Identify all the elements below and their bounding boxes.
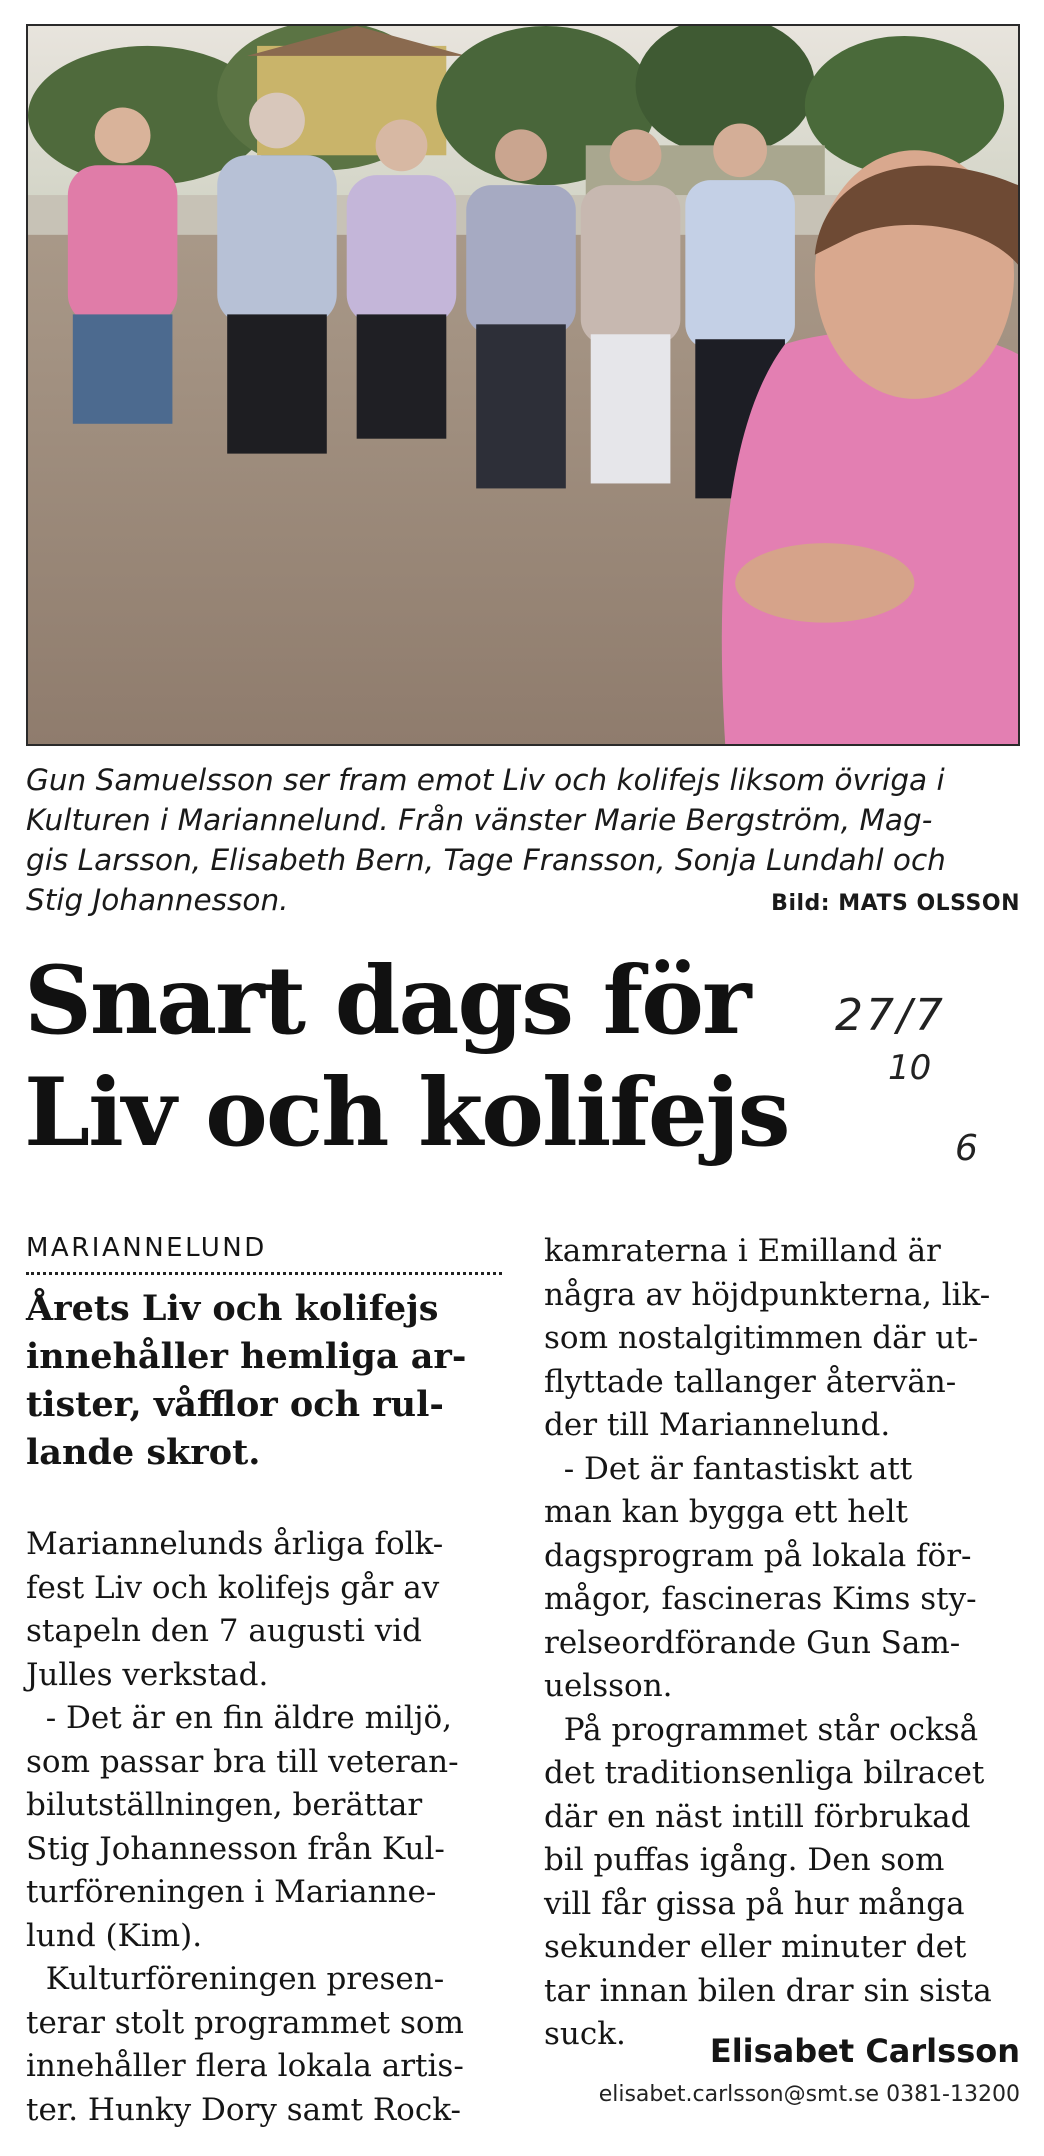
body-line: suck. [544,2016,626,2052]
ingress-line: tister, våfflor och rul- [26,1384,444,1425]
photo-credit: Bild: MATS OLSSON [771,891,1020,916]
headline [24,945,884,1169]
body-line: bilutställningen, berättar [26,1787,423,1823]
article-column-right [544,1230,1020,2057]
ingress-line: lande skrot. [26,1432,261,1473]
ingress [26,1285,502,1477]
body-line: vill får gissa på hur många [544,1885,965,1922]
body-line: Julles verkstad. [26,1656,269,1693]
body-line: terar stolt programmet som [26,2004,464,2041]
ingress-line: Årets Liv och kolifejs [26,1288,439,1329]
body-line: bil puffas igång. Den som [544,1842,945,1878]
caption-line: Kulturen i Mariannelund. Från vänster Marie Bergström, Mag- [26,803,933,837]
body-line: fest Liv och kolifejs går av [26,1569,440,1606]
body-line: På programmet står också [544,1711,979,1748]
dateline: MARIANNELUND [26,1228,502,1275]
author-byline: Elisabet Carlsson [709,2032,1020,2070]
body-line: dagsprogram på lokala för- [544,1537,972,1574]
author-contact: elisabet.carlsson@smt.se 0381-13200 [598,2082,1020,2107]
body-line: där en näst intill förbrukad [544,1798,971,1835]
body-line: det traditionsenliga bilracet [544,1755,985,1791]
body-line: som passar bra till veteran- [26,1743,459,1780]
body-line: kamraterna i Emilland är [544,1233,941,1269]
body-line: - Det är en fin äldre miljö, [26,1700,452,1736]
photo-caption [26,760,1020,924]
body-line: der till Mariannelund. [544,1407,891,1443]
handwritten-date: 27/7 [835,990,946,1041]
caption-line: gis Larsson, Elisabeth Bern, Tage Fransson, Sonja Lundahl och [26,843,946,877]
body-line: flyttade tallanger återvän- [544,1363,957,1400]
article-photo [26,24,1020,746]
body-line: man kan bygga ett helt [544,1494,908,1530]
body-line: innehåller flera lokala artis- [26,2048,464,2084]
ingress-line: innehåller hemliga ar- [26,1336,467,1377]
body-line: Stig Johannesson från Kul- [26,1830,445,1867]
body-line: uelsson. [544,1668,673,1704]
body-line: turföreningen i Marianne- [26,1874,437,1910]
body-line: sekunder eller minuter det [544,1929,967,1965]
body-line: tar innan bilen drar sin sista [544,1972,992,2009]
caption-line: Stig Johannesson. [26,883,289,917]
headline-line-1: Snart dags för [24,946,750,1056]
body-line: några av höjdpunkterna, lik- [544,1276,991,1313]
handwritten-page: 6 [955,1128,978,1169]
body-line: relseordförande Gun Sam- [544,1624,961,1661]
caption-last-line [26,880,1020,924]
body-line: lund (Kim). [26,1917,203,1954]
body-line: stapeln den 7 augusti vid [26,1613,423,1649]
headline-line-2: Liv och kolifejs [24,1058,789,1168]
body-line: mågor, fascineras Kims sty- [544,1581,977,1617]
photo-illustration [28,26,1018,744]
article-column-left [26,1228,502,2132]
body-text-left [26,1523,502,2132]
body-line: ter. Hunky Dory samt Rock- [26,2091,461,2128]
body-line: som nostalgitimmen där ut- [544,1320,979,1356]
body-line: Kulturföreningen presen- [26,1961,445,1997]
caption-line: Gun Samuelsson ser fram emot Liv och kolifejs liksom övriga i [26,763,945,797]
body-line: Mariannelunds årliga folk- [26,1526,444,1562]
handwritten-number: 10 [888,1048,932,1088]
body-line: - Det är fantastiskt att [544,1450,913,1487]
